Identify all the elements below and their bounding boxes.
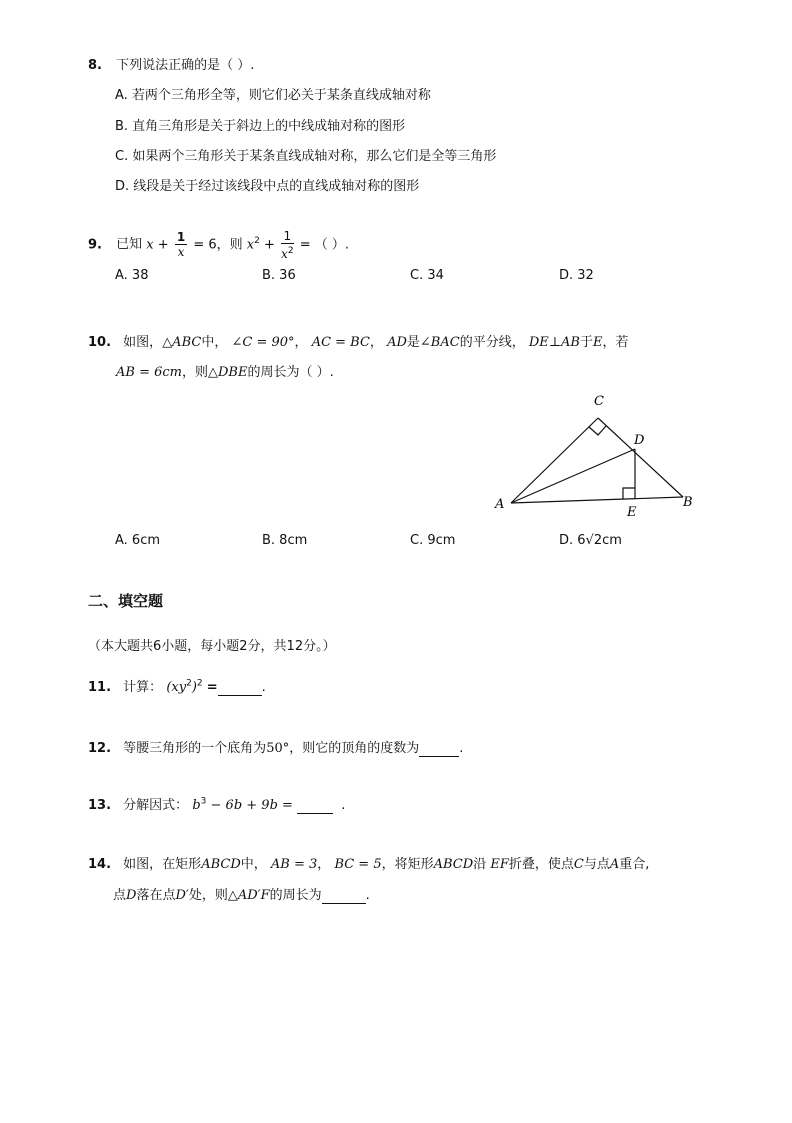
math-var: x (146, 237, 154, 253)
option-b[interactable]: B. 直角三角形是关于斜边上的中线成轴对称的图形 (115, 119, 406, 134)
question-text: 等腰三角形的一个底角为 (123, 741, 267, 756)
segment-ad (511, 449, 635, 503)
math-op: = (206, 680, 218, 695)
exponent: 3 (200, 796, 207, 807)
question-11 (88, 676, 266, 696)
answer-blank[interactable] (322, 888, 366, 904)
question-text: 于 (579, 335, 593, 350)
question-text: 中， (201, 335, 228, 350)
math-op: + (263, 237, 275, 253)
question-text: 中， (240, 857, 267, 872)
question-12 (88, 737, 463, 757)
label-a: A (495, 497, 505, 512)
question-text: ，将矩形 (381, 857, 434, 872)
question-text: 重合, (619, 857, 650, 872)
question-text: 折叠，使点 (508, 857, 574, 872)
question-10 (88, 331, 628, 350)
question-13 (88, 794, 345, 814)
math-expr: ∠BAC (419, 335, 460, 350)
question-text: ， (317, 857, 331, 872)
question-text: 的周长为 (269, 888, 322, 903)
section-note: （本大题共6小题，每小题2分，共12分。） (88, 639, 336, 654)
math-expr: = 6 (193, 237, 217, 253)
option-c[interactable]: C. 如果两个三角形关于某条直线成轴对称，那么它们是全等三角形 (115, 149, 497, 164)
option-c[interactable]: C. 9cm (410, 533, 456, 548)
math-expr: △AD′F (227, 888, 270, 903)
math-var: C (573, 857, 584, 872)
label-c: C (594, 394, 604, 409)
option-d[interactable]: D. 线段是关于经过该线段中点的直线成轴对称的图形 (115, 179, 420, 194)
question-text: 沿 (473, 857, 487, 872)
math-op: + (157, 237, 169, 253)
question-text: 如图，在矩形 (123, 857, 202, 872)
question-text: ， (369, 335, 383, 350)
math-expr: AB = 3 (270, 857, 318, 872)
option-a[interactable]: A. 38 (115, 268, 149, 283)
question-text: ，则它的顶角的度数为 (289, 741, 420, 756)
math-expr: AD (387, 335, 407, 350)
option-b[interactable]: B. 36 (262, 268, 296, 283)
math-expr: EF (490, 857, 509, 872)
question-text: . (341, 798, 346, 813)
question-number: 12. (88, 741, 112, 756)
math-expr: AC = BC (311, 335, 370, 350)
question-number: 13. (88, 798, 112, 813)
right-angle-mark-e (623, 488, 635, 499)
question-text: . (459, 741, 464, 756)
math-var: b (192, 798, 201, 813)
triangle-figure (490, 388, 700, 523)
question-text: 的周长为（ ）. (247, 365, 334, 380)
option-d[interactable]: D. 6√2cm (559, 533, 622, 548)
exponent: 2 (287, 245, 294, 256)
question-text: = （ ）. (299, 237, 349, 253)
question-number: 11. (88, 680, 112, 695)
question-number: 10. (88, 335, 112, 350)
answer-blank[interactable] (419, 741, 459, 757)
label-d: D (634, 433, 645, 448)
math-expr: ) (191, 680, 197, 695)
fraction-denominator: x (281, 246, 288, 261)
question-9 (88, 226, 349, 261)
math-var: A (609, 857, 620, 872)
question-stem: 下列说法正确的是（ ）. (116, 58, 255, 73)
math-expr: 50° (266, 741, 290, 756)
math-expr: △DBE (208, 365, 248, 380)
fraction-numerator: 1 (281, 229, 294, 244)
question-14 (88, 853, 649, 872)
fraction (281, 229, 294, 261)
math-var: E (592, 335, 603, 350)
exponent: 2 (196, 678, 203, 689)
question-text: . (365, 888, 370, 903)
math-expr: ∠C = 90° (231, 335, 295, 350)
section-title: 二、填空题 (88, 592, 164, 610)
fraction-denominator: x (177, 245, 185, 260)
math-expr: △ABC (162, 335, 202, 350)
side-cb (598, 418, 683, 497)
question-text: . (261, 680, 266, 695)
option-a[interactable]: A. 6cm (115, 533, 161, 548)
math-var: x (246, 237, 255, 253)
math-expr: (xy (166, 680, 187, 695)
question-text: 计算： (123, 680, 163, 695)
question-text: 如图， (123, 335, 163, 350)
math-var: D′ (175, 888, 189, 903)
question-text: 已知 (116, 237, 143, 253)
question-14-line2 (113, 884, 370, 904)
question-number: 14. (88, 857, 112, 872)
question-text: ，若 (602, 335, 629, 350)
question-number: 9. (88, 237, 102, 253)
question-text: 处，则 (188, 888, 228, 903)
question-10-line2 (116, 361, 334, 380)
exponent: 2 (254, 236, 260, 246)
math-expr: AB = 6cm (116, 365, 182, 380)
question-8 (88, 54, 254, 73)
question-text: 与点 (583, 857, 610, 872)
question-text: 的平分线， (459, 335, 525, 350)
question-text: 分解因式： (123, 798, 189, 813)
answer-blank[interactable] (218, 680, 262, 696)
side-ac (511, 418, 598, 503)
answer-blank[interactable] (297, 798, 333, 814)
option-c[interactable]: C. 34 (410, 268, 444, 283)
question-text: ，则 (216, 237, 243, 253)
right-angle-mark-c (589, 426, 606, 435)
question-number: 8. (88, 58, 102, 73)
option-b[interactable]: B. 8cm (262, 533, 308, 548)
math-expr: − 6b + 9b = (210, 798, 293, 813)
fraction-numerator: 1 (176, 230, 186, 245)
option-d[interactable]: D. 32 (559, 268, 594, 283)
option-a[interactable]: A. 若两个三角形全等，则它们必关于某条直线成轴对称 (115, 88, 431, 103)
math-expr: ABCD (433, 857, 474, 872)
question-text: 点 (113, 888, 127, 903)
math-expr: BC = 5 (334, 857, 382, 872)
question-text: 落在点 (136, 888, 176, 903)
exponent: 2 (186, 678, 192, 689)
question-text: ，则 (181, 365, 208, 380)
fraction (175, 230, 187, 259)
label-e: E (627, 505, 637, 520)
label-b: B (683, 495, 693, 510)
question-text: 是 (406, 335, 420, 350)
math-var: D (126, 888, 137, 903)
math-expr: DE⊥AB (528, 335, 580, 350)
side-ab (511, 497, 683, 503)
math-expr: ABCD (201, 857, 241, 872)
question-text: ， (294, 335, 308, 350)
